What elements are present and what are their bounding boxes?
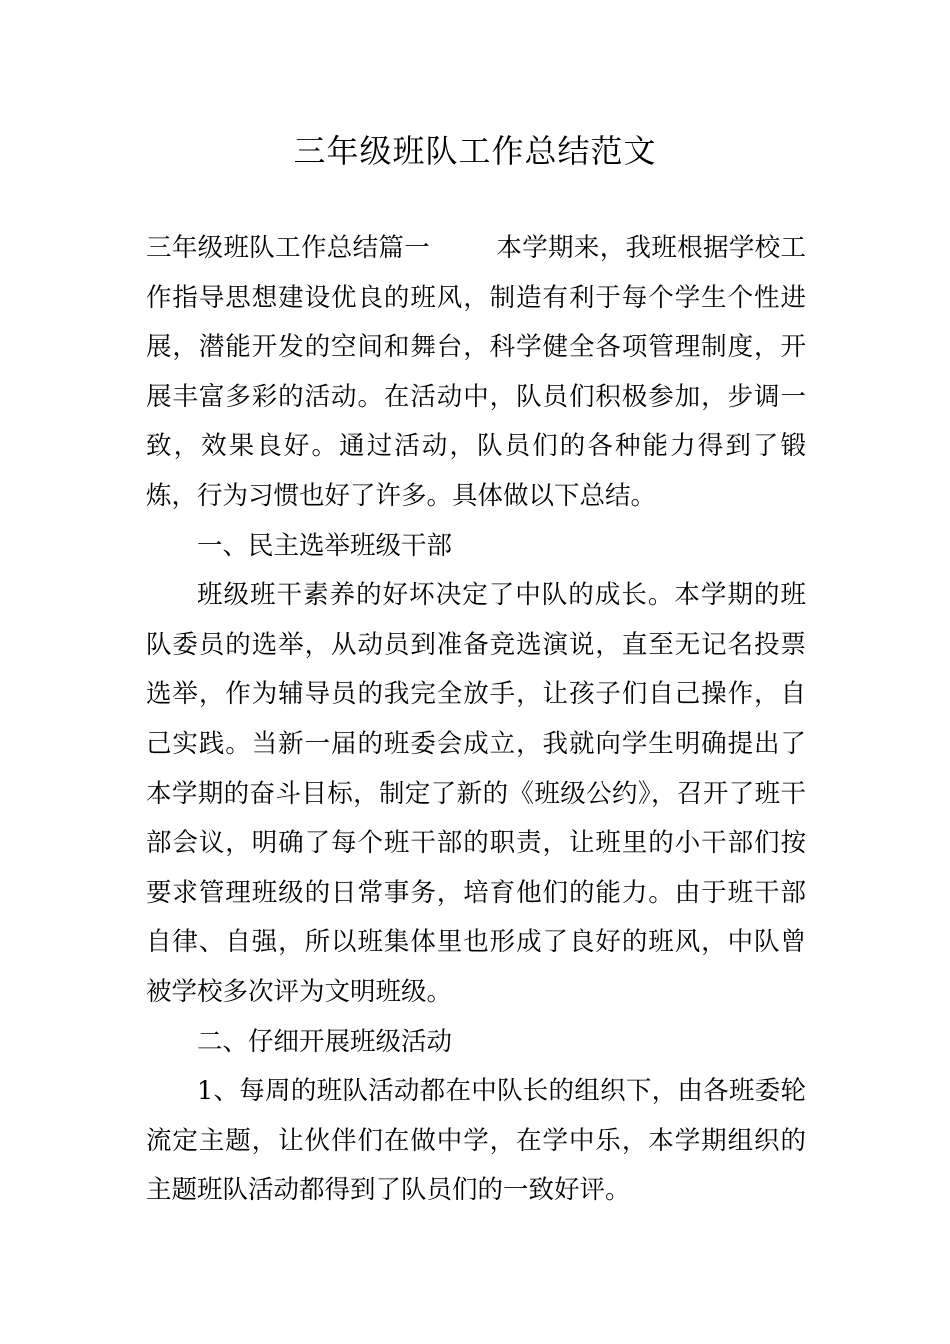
intro-paragraph bbox=[146, 224, 806, 522]
section1-heading: 一、民主选举班级干部 bbox=[197, 530, 453, 561]
section2-heading: 二、仔细开展班级活动 bbox=[197, 1026, 453, 1057]
document-title: 三年级班队工作总结范文 bbox=[293, 132, 657, 170]
intro-text: 本学期来，我班根据学校工作指导思想建设优良的班风，制造有利于每个学生个性进展，潜能开发的空间和舞台，科学健全各项管理制度，开展丰富多彩的活动。在活动中，队员们积极参加，步调一致，效果良好。通过活动，队员们的各种能力得到了锻炼，行为习惯也好了许多。具体做以下总结。 bbox=[146, 233, 806, 511]
intro-label: 三年级班队工作总结篇一 bbox=[146, 233, 431, 263]
section2-item-1: 1、每周的班队活动都在中队长的组织下，由各班委轮流定主题，让伙伴们在做中学，在学中乐，本学期组织的主题班队活动都得到了队员们的一致好评。 bbox=[146, 1076, 806, 1206]
document-body bbox=[146, 224, 806, 1216]
section1-paragraph: 班级班干素养的好坏决定了中队的成长。本学期的班队委员的选举，从动员到准备竞选演说，直至无记名投票选举，作为辅导员的我完全放手，让孩子们自己操作，自己实践。当新一届的班委会成立，我就向学生明确提出了本学期的奋斗目标，制定了新的《班级公约》，召开了班干部会议，明确了每个班干部的职责，让班里的小干部们按要求管理班级的日常事务，培育他们的能力。由于班干部自律、自强，所以班集体里也形成了良好的班风，中队曾被学校多次评为文明班级。 bbox=[146, 580, 806, 1007]
